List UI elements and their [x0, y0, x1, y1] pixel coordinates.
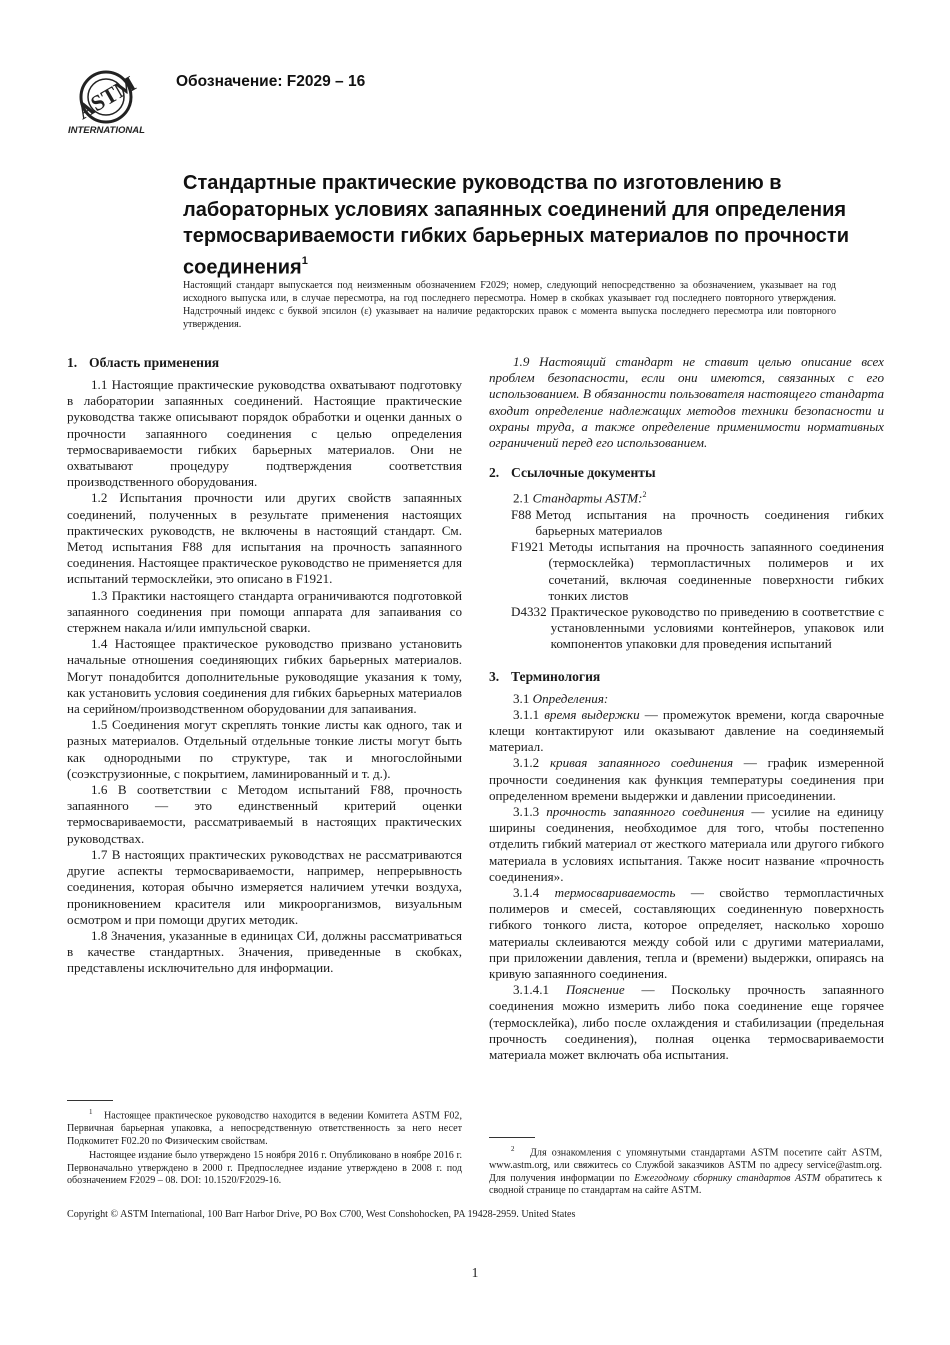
- section-3-heading: 3. Терминология: [489, 668, 601, 684]
- astm-logo-graphic: [66, 70, 150, 136]
- left-column: [67, 355, 462, 977]
- paragraph-3-1-4-1: 3.1.4.1 Пояснение — Поскольку прочность запаянного соединения можно измерить либо пока соединение еще горячее (термосклейка), либо после охлаждения и стабилизации (предельная прочность соединения), полная оценка термосвариваемости материала может включать оба испытания.: [489, 982, 884, 1063]
- copyright-line: Copyright © ASTM International, 100 Barr Harbor Drive, PO Box C700, West Conshohocken, PA 19428-2959. United States: [67, 1209, 576, 1220]
- section-2-heading: 2. Ссылочные документы: [489, 465, 656, 481]
- reference-title: Методы испытания на прочность запаянного соединения (термосклейка) термопластичных полимеров и их сочетаний, включая соединенные поверхности гибких тонких листов: [548, 539, 884, 603]
- paragraph-3-1-2: 3.1.2 кривая запаянного соединения — график измеренной прочности соединения как функция температуры соединения при определенном времени выдержки и давлении присоединении.: [489, 755, 884, 803]
- page-number: 1: [471, 1265, 479, 1280]
- paragraph-1-5: 1.5 Соединения могут скреплять тонкие листы как одного, так и разных материалов. Отдельный отдельные тонкие листы могут быть как однородными по структуре, так и многослойными (соэкструзионные, с покрытием, ламинированный и т. д.).: [67, 717, 462, 781]
- footnote-rule: [67, 1100, 113, 1101]
- paragraph-1-2: 1.2 Испытания прочности или других свойств запаянных соединений, полученных в результате применения настоящих практических руководств, не включены в настоящий стандарт. См. Метод испытания F88 для испытания на прочность запаянного соединения. Настоящее практическое руководство не применяется для испытаний термосклейки, это описано в F1921.: [67, 490, 462, 587]
- footnote-2: $^2$ Для ознакомления с упомянутыми стандартами ASTM посетите сайт ASTM, www.astm.org, или свяжитесь со Службой заказчиков ASTM по адресу service@astm.org. Для получения информации по Ежегодному сборнику стандартов ASTM обратитесь к сводной странице по стандартам на сайте ASTM.: [489, 1145, 882, 1197]
- reference-item: [511, 604, 884, 653]
- paragraph-1-3: 1.3 Практики настоящего стандарта ограничиваются подготовкой запаянного соединения при помощи аппарата для запаивания со стержнем накала и/или импульсной сварки.: [67, 587, 462, 636]
- logo-text: INTERNATIONAL: [68, 125, 145, 136]
- paragraph-1-7: 1.7 В настоящих практических руководствах не рассматриваются другие аспекты термосвариваемости, например, непрерывность соединения, которая обычно измеряется наличием утечки воздуха, проникновением красителя или микроорганизмов, визуальным осмотром и при помощи других методик.: [67, 846, 462, 927]
- designation: Обозначение: F2029 – 16: [176, 73, 366, 90]
- svg-text:ASTM: ASTM: [72, 70, 141, 125]
- reference-item: [511, 539, 884, 604]
- paragraph-2-1: 2.1 Стандарты ASTM:$^2$: [513, 490, 647, 506]
- reference-code: D4332: [511, 604, 547, 619]
- astm-logo: [66, 70, 150, 136]
- paragraph-3-1: 3.1 Определения:: [513, 690, 609, 706]
- paragraph-1-1: 1.1 Настоящие практические руководства охватывают подготовку в лаборатории запаянных соединений. Настоящие практические руководства также описывают порядок обработки и оценки данных о прочности запаянного соединения с целью определения термосвариваемости гибких барьерных материалов. Они не охватывают процедуру подтверждения соответствия производственного оборудования.: [67, 377, 462, 490]
- paragraph-1-6: 1.6 В соответствии с Методом испытаний F88, прочность запаянного — это единственный критерий оценки термосвариваемости, рассматриваемый в настоящих практических руководствах.: [67, 782, 462, 846]
- reference-title: Практическое руководство по приведению в соответствие с установленными условиями контейнеров, упаковок или компонентов упаковки для проведения испытаний: [550, 604, 884, 652]
- reference-title: Метод испытания на прочность соединения гибких барьерных материалов: [535, 506, 884, 538]
- section-1-heading: 1. Область применения: [67, 355, 220, 370]
- footnote-1-edition: Настоящее издание было утверждено 15 ноября 2016 г. Опубликовано в ноябре 2016 г. Первоначально утверждено в 2000 г. Предпоследнее издание утверждено в 2008 г. под обозначением F2029 – 08. DOI: 10.1520/F2029-16.: [67, 1150, 462, 1187]
- intro-note: Настоящий стандарт выпускается под неизменным обозначением F2029; номер, следующий непосредственно за обозначением, указывает на год исходного выпуска или, в случае пересмотра, на год последнего пересмотра. Номер в скобках указывает год последнего повторного утверждения. Надстрочный индекс с буквой эпсилон (ε) указывает на наличие редакторских правок с момента выпуска последнего пересмотра или повторного утверждения.: [183, 280, 836, 331]
- reference-code: F88: [511, 506, 532, 522]
- paragraph-1-9: 1.9 Настоящий стандарт не ставит целью описание всех проблем безопасности, если они имеются, связанных с его использованием. В обязанности пользователя настоящего стандарта входит определение надлежащих методов техники безопасности и охраны труда, а также определение применимости нормативных ограничений перед его использованием.: [489, 354, 884, 451]
- paragraph-3-1-3: 3.1.3 прочность запаянного соединения — усилие на единицу ширины соединения, необходимое для того, чтобы постепенно отделить гибкий материал от жесткого материала или другого гибкого материала в условиях испытания. Также носит название «прочность соединения».: [489, 804, 884, 884]
- paragraph-3-1-4: 3.1.4 термосвариваемость — свойство термопластичных полимеров и смесей, составляющих соединенную поверхность гибкого тонкого листа, которое определяет, насколько хорошо материалы склеиваются между собой или с другими материалами, при приложении давления, тепла и (времени) выдержки, опираясь на кривую запаянного соединения.: [489, 885, 884, 982]
- paragraph-1-8: 1.8 Значения, указанные в единицах СИ, должны рассматриваться в качестве стандартных. Значения, приведенные в скобках, представлены исключительно для информации.: [67, 927, 462, 976]
- document-title: [183, 170, 883, 281]
- reference-list: [489, 507, 884, 653]
- reference-item: [511, 507, 884, 539]
- title-text: Стандартные практические руководства по изготовлению в лабораторных условиях запаянных соединений для определения термосвариваемости гибких барьерных материалов по прочности соединения: [183, 172, 849, 279]
- paragraph-3-1-1: 3.1.1 время выдержки — промежуток времени, когда сварочные клещи контактируют или оказывают давление на соединяемый материал.: [489, 706, 884, 755]
- reference-code: F1921: [511, 539, 545, 555]
- paragraph-1-4: 1.4 Настоящее практическое руководство призвано установить начальные отношения соединяющих гибких барьерных материалов. Могут понадобится дополнительные руководящие указания к тому, как установить условия соединения для гибких барьерных материалов на серийном/производственном оборудовании для запаивания.: [67, 636, 462, 717]
- right-column: [489, 354, 884, 1063]
- title-footnote-marker: 1: [301, 254, 308, 267]
- footnote-1: $^1$ Настоящее практическое руководство находится в ведении Комитета ASTM F02, Первичная барьерная упаковка, а непосредственную ответственность за него несет Подкомитет F02.20 по Физическим свойствам.: [67, 1108, 462, 1147]
- footnote-rule: [489, 1137, 535, 1138]
